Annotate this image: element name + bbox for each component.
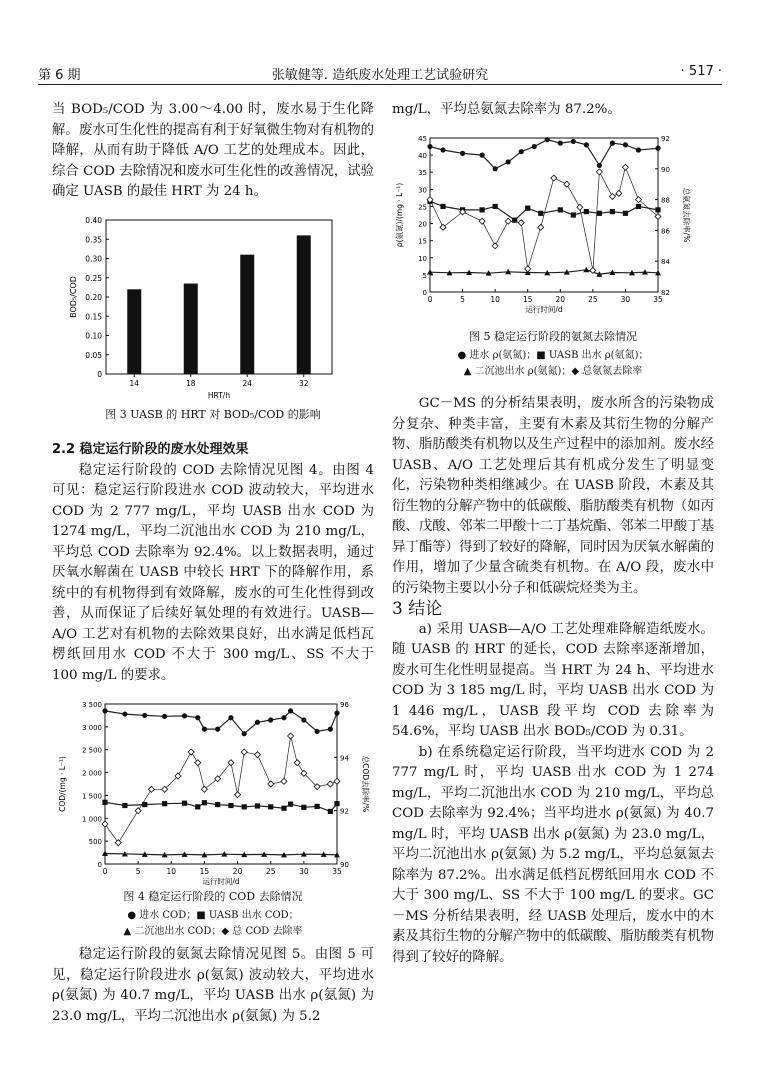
x-tick-label: 15 [199,867,210,876]
y-tick-label: 3 500 [81,701,102,709]
figure-4-legend-line-1: ● 进水 COD；■ UASB 出水 COD； [127,910,299,921]
series-line-4 [430,167,658,270]
series-4-point [188,749,194,755]
series-1-point [610,141,615,146]
x-tick-label: 30 [620,295,631,304]
y-tick-label: 5 [422,271,427,280]
series-4-point [241,749,247,755]
section-3-heading: 3 结论 [392,599,443,619]
series-1-point [584,142,589,147]
y-axis-label: COD/(mg · L⁻¹) [58,756,67,812]
left-column-middle [52,440,374,686]
y-tick-label: 500 [88,838,102,847]
y-tick-label: 45 [418,135,427,143]
right-column-body [392,394,714,968]
series-4-point [288,733,294,739]
series-1-point [202,727,207,732]
series-2-point [288,802,293,807]
series-1-point [182,713,187,718]
x-tick-label: 20 [232,867,243,876]
paragraph-conclusion-a: a) 采用 UASB—A/O 工艺处理难降解造纸废水。随 UASB 的 HRT 的延长，COD 去除率逐渐增加，废水可生化性明显提高。当 HRT 为 24 h、平均进水 COD 为 3 185 mg/L 时，平均 UASB 出水 COD 为 1 446 mg/L，UASB 段平均 COD 去除率为 54.6%，平均 UASB 出水 BOD₅/COD 为 0.31。 [392,621,714,739]
series-2-point [636,204,641,209]
y-right-tick-label: 88 [661,196,670,205]
series-4-point [294,760,300,766]
series-4-point [479,218,485,224]
series-2-point [215,802,220,807]
x-tick-label: 35 [653,295,663,304]
series-1-point [315,729,320,734]
figure-5-legend-line-2: ▲ 二沉池出水 ρ(氨氮)；◆ 总氨氮去除率 [463,366,643,377]
x-tick-label: 0 [427,295,433,304]
y-axis-label: ρ(氨氮)/(mg · L⁻¹) [395,182,404,248]
y-tick-label: 40 [418,152,427,161]
y-tick-label: 0 [97,370,102,379]
x-axis-label: HRT/h [207,391,231,400]
y-right-tick-label: 86 [661,227,670,236]
series-1-point [623,142,628,147]
series-2-point [584,209,589,214]
y-tick-label: 0.25 [85,273,102,283]
y-tick-label: 1 500 [81,792,102,801]
y-tick-label: 15 [418,237,427,246]
figure-4-caption: 图 4 稳定运行阶段的 COD 去除情况 [123,890,303,903]
x-tick-label: 35 [332,867,342,876]
series-4-point [622,164,628,170]
y-right-axis-label: 总COD去除率/% [361,755,370,813]
x-tick-label: 5 [135,867,141,876]
y-tick-label: 0 [97,861,102,869]
series-1-point [281,715,286,720]
figure-3-caption: 图 3 UASB 的 HRT 对 BOD₅/COD 的影响 [105,408,321,421]
figure-4-line-chart [55,696,375,886]
series-1-point [334,711,339,716]
y-tick-label: 0.10 [85,331,102,341]
series-4-point [268,781,274,787]
y-tick-label: 0 [422,289,427,297]
series-1-point [597,163,602,168]
x-tick-label: 10 [490,295,500,304]
running-title: 张敏健等. 造纸废水处理工艺试验研究 [271,68,489,83]
series-4-point [148,786,154,792]
series-4-point [505,218,511,224]
x-tick-label: 20 [555,295,566,304]
series-2-point [195,804,200,809]
series-1-point [545,137,550,142]
series-line-1 [105,711,337,734]
series-4-point [577,204,583,210]
y-axis-label: BOD₅/COD [69,276,78,318]
series-4-point [102,821,108,827]
series-2-point [610,209,615,214]
y-tick-label: 10 [418,254,427,263]
series-1-point [242,731,247,736]
left-column-top [52,100,374,203]
series-1-point [215,727,220,732]
paragraph-gcms: GC－MS 的分析结果表明，废水所含的污染物成分复杂、种类丰富，主要有木素及其衍生物的分解产物、脂肪酸类有机物以及生产过程中的添加剂。废水经 UASB、A/O 工艺处理后其有机成分发生了明显变化，污染物种类相继减少。在 UASB 阶段，木素及其衍生物的分解产物中的低碳酸、脂肪酸类有机物（如丙酸、戊酸、邻苯二甲酸十二丁基烷酯、邻苯二甲酸丁基异丁酯等）得到了较好的降解，同时因为厌氧水解菌的作用，增加了少量含硫类有机物。在 A/O 段，废水中的污染物主要以小分子和低碳烷烃类为主。 [392,396,714,596]
y-right-tick-label: 94 [340,754,349,763]
page-number: · 517 · [680,64,722,79]
x-tick-label: 0 [102,867,108,876]
paragraph-ammonia-intro: 稳定运行阶段的氨氮去除情况见图 5。由图 5 可见，稳定运行阶段进水 ρ(氨氮) 波动较大，平均进水 ρ(氨氮) 为 40.7 mg/L，平均 UASB 出水 ρ(氨氮) 为 23.0 mg/L，平均二沉池出水 ρ(氨氮) 为 5.2 [52,947,374,1024]
y-tick-label: 25 [418,203,427,212]
series-4-point [281,778,287,784]
series-4-point [195,760,201,766]
y-right-axis-label: 总氨氮去除率/% [682,187,691,243]
series-2-point [334,801,339,806]
y-tick-label: 0.40 [85,216,102,225]
series-2-point [122,803,127,808]
series-2-point [655,207,660,212]
x-tick-label: 18 [185,379,196,388]
y-right-tick-label: 84 [661,258,670,267]
y-tick-label: 0.15 [85,312,102,322]
series-1-point [427,144,432,149]
y-tick-label: 20 [418,220,427,229]
series-4-point [254,752,260,758]
y-right-tick-label: 92 [340,807,349,816]
series-4-point [538,224,544,230]
y-tick-label: 0.30 [85,254,102,264]
series-2-point [538,211,543,216]
series-4-point [551,175,557,181]
figure-5-caption: 图 5 稳定运行阶段的氨氮去除情况 [469,330,637,343]
series-2-point [328,809,333,814]
bar [240,255,254,374]
series-4-point [525,266,531,272]
y-tick-label: 30 [418,186,427,195]
paragraph-hrt-conclusion: 当 BOD₅/COD 为 3.00～4.00 时，废水易于生化降解。废水可生化性的提高有利于好氧微生物对有机物的降解，从而有助于降低 A/O 工艺的处理成本。因此，综合 COD 去除情况和废水可生化性的改善情况，试验确定 UASB 的最佳 HRT 为 24 h。 [52,102,374,199]
series-4-point [334,778,340,784]
x-tick-label: 24 [242,379,253,388]
series-1-point [122,711,127,716]
series-1-point [558,141,563,146]
series-2-point [281,806,286,811]
series-4-point [609,194,615,200]
paragraph-ammonia-continued: mg/L，平均总氨氮去除率为 87.2%。 [392,102,621,117]
series-2-point [571,212,576,217]
bar [184,284,198,374]
series-1-point [519,149,524,154]
series-4-point [327,781,333,787]
series-1-point [493,166,498,171]
series-line-3 [430,270,658,274]
series-2-point [202,800,207,805]
y-tick-label: 2 000 [81,769,102,778]
series-1-point [328,727,333,732]
series-1-point [636,147,641,152]
series-1-point [142,713,147,718]
series-2-point [255,803,260,808]
series-2-point [597,211,602,216]
series-2-point [558,207,563,212]
series-2-point [480,207,485,212]
y-tick-label: 2 500 [81,746,102,755]
series-4-point [492,243,498,249]
series-1-point [532,144,537,149]
running-header [38,62,722,85]
series-2-point [440,204,445,209]
x-tick-label: 10 [166,867,177,876]
x-tick-label: 25 [588,295,598,304]
series-4-point [616,190,622,196]
series-1-point [228,715,233,720]
y-right-tick-label: 92 [661,135,670,143]
series-2-point [315,804,320,809]
series-1-point [301,717,306,722]
y-right-tick-label: 82 [661,289,670,297]
series-1-point [268,717,273,722]
series-2-point [102,800,107,805]
series-1-point [102,708,107,713]
series-2-point [268,804,273,809]
figure-4-legend-line-2: ▲ 二沉池出水 COD；◆ 总 COD 去除率 [123,926,303,937]
y-right-tick-label: 90 [661,165,670,174]
section-2-2-heading: 2.2 稳定运行阶段的废水处理效果 [52,442,249,457]
series-4-point [518,220,524,226]
series-line-4 [105,736,337,843]
paragraph-cod-removal: 稳定运行阶段的 COD 去除情况见图 4。由图 4 可见：稳定运行阶段进水 COD 波动较大，平均进水 COD 为 2 777 mg/L，平均 UASB 出水 COD 为 1274 mg/L，平均二沉池出水 COD 为 210 mg/L，平均总 COD 去除率为 92.4%。以上数据表明，通过厌氧水解菌在 UASB 中较长 HRT 下的降解作用，系统中的有机物得到有效降解，废水的可生化性得到改善，从而保证了后续好氧处理的有效进行。UASB—A/O 工艺对有机物的去除效果良好，出水满足低档瓦楞纸回用水 COD 不大于 300 mg/L、SS 不大于 100 mg/L 的要求。 [52,462,374,683]
series-4-point [115,840,121,846]
figure-5-legend-line-1: ● 进水 ρ(氨氮)；■ UASB 出水 ρ(氨氮)； [457,350,649,361]
series-4-point [235,792,241,798]
series-1-point [571,139,576,144]
figure-5-line-chart [392,130,714,322]
series-4-point [596,169,602,175]
series-1-point [195,715,200,720]
x-tick-label: 5 [460,295,465,304]
bar [297,235,311,374]
paragraph-conclusion-b: b) 在系统稳定运行阶段，当平均进水 COD 为 2 777 mg/L 时，平均 UASB 出水 COD 为 1 274 mg/L，平均二沉池出水 COD 为 210 mg/L，平均总 COD 去除率为 92.4%；当平均进水 ρ(氨氮) 为 40.7 mg/L 时，平均 UASB 出水 ρ(氨氮) 为 23.0 mg/L，平均二沉池出水 ρ(氨氮) 为 5.2 mg/L，平均总氨氮去除率为 87.2%。出水满足低档瓦楞纸回用水 COD 不大于 300 mg/L、SS 不大于 100 mg/L 的要求。GC－MS 分析结果表明，经 UASB 处理后，废水中的木素及其衍生物的分解产物中的低碳酸、脂肪酸类有机物得到了较好的降解。 [392,744,714,965]
y-right-tick-label: 90 [340,861,349,869]
x-axis-label: 运行时间/d [525,305,563,314]
plot-frame [105,704,337,864]
series-2-point [162,801,167,806]
series-4-point [564,181,570,187]
series-2-point [242,804,247,809]
x-axis-label: 运行时间/d [202,877,240,886]
x-tick-label: 32 [298,379,309,388]
series-4-point [135,808,141,814]
series-1-point [288,708,293,713]
series-1-point [162,714,167,719]
figure-3-bar-chart [62,212,352,400]
series-2-point [182,801,187,806]
bar [127,289,141,374]
right-column-top [392,100,714,121]
y-tick-label: 0.35 [85,235,102,245]
issue-number: 第 6 期 [38,68,81,83]
y-tick-label: 0.20 [85,293,102,302]
series-1-point [440,147,445,152]
y-tick-label: 1 000 [81,815,102,824]
series-2-point [525,206,530,211]
x-tick-label: 15 [522,295,533,304]
x-tick-label: 30 [299,867,309,876]
series-1-point [655,146,660,151]
series-1-point [460,151,465,156]
y-tick-label: 0.05 [85,350,102,360]
series-1-point [255,720,260,725]
series-2-point [301,805,306,810]
x-tick-label: 25 [265,867,276,876]
series-1-point [480,153,485,158]
left-column-bottom [52,945,374,1027]
series-2-point [493,204,498,209]
y-tick-label: 35 [418,169,427,178]
series-1-point [506,159,511,164]
y-right-tick-label: 96 [340,701,349,709]
series-2-point [623,211,628,216]
series-2-point [228,803,233,808]
y-tick-label: 3 000 [81,723,102,732]
x-tick-label: 14 [129,379,140,388]
